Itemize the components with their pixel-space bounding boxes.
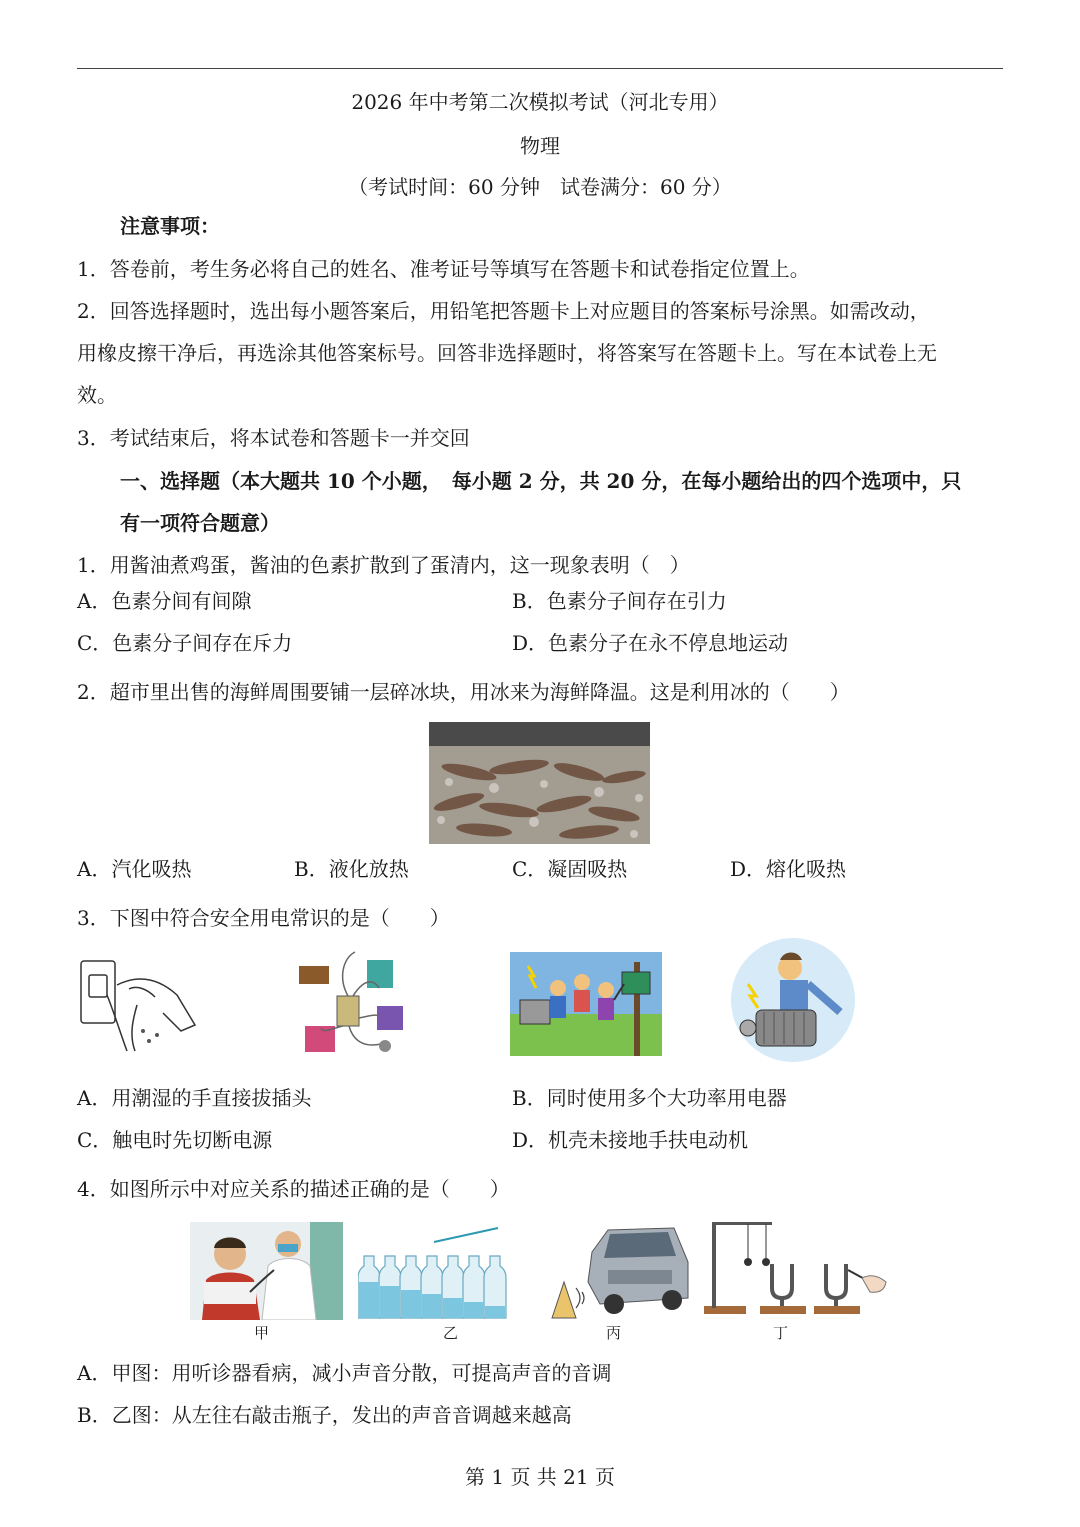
exam-title: 2026 年中考第二次模拟考试（河北专用） xyxy=(351,90,729,114)
q1-option-d: D．色素分子在永不停息地运动 xyxy=(512,631,789,655)
q4-figure-label: 乙 xyxy=(443,1324,459,1342)
q2-stem: 2．超市里出售的海鲜周围要铺一层碎冰块，用冰来为海鲜降温。这是利用冰的（ ） xyxy=(77,680,850,704)
q3-option-b: B．同时使用多个大功率用电器 xyxy=(512,1086,787,1110)
ungrounded-motor-illustration xyxy=(728,938,858,1062)
q2-option-c: C．凝固吸热 xyxy=(512,857,628,881)
q2-option-d: D．熔化吸热 xyxy=(730,857,847,881)
notice-heading: 注意事项： xyxy=(120,214,220,238)
q1-option-c: C．色素分子间存在斥力 xyxy=(77,631,293,655)
seafood-on-ice-photo xyxy=(429,722,650,844)
exam-info: （考试时间：60 分钟 试卷满分：60 分） xyxy=(348,175,732,199)
q4-figure-label: 丙 xyxy=(606,1324,622,1342)
section-heading: 一、选择题（本大题共 10 个小题， 每小题 2 分，共 20 分，在每小题给出的四个选项中，只 xyxy=(120,469,962,493)
notice-item: 3．考试结束后，将本试卷和答题卡一并交回 xyxy=(77,426,470,450)
wet-hand-unplug-illustration xyxy=(77,955,209,1055)
stethoscope-photo xyxy=(190,1222,343,1320)
notice-item: 2．回答选择题时，选出每小题答案后，用铅笔把答题卡上对应题目的答案标号涂黑。如需改动， xyxy=(77,299,930,323)
header-rule xyxy=(77,68,1003,69)
q2-option-a: A．汽化吸热 xyxy=(77,857,192,881)
page-number: 第 1 页 共 21 页 xyxy=(465,1465,615,1489)
notice-item: 1．答卷前，考生务必将自己的姓名、准考证号等填写在答题卡和试卷指定位置上。 xyxy=(77,257,810,281)
q4-figure-label: 甲 xyxy=(254,1324,270,1342)
notice-item: 用橡皮擦干净后，再选涂其他答案标号。回答非选择题时，将答案写在答题卡上。写在本试卷上无 xyxy=(77,341,937,365)
notice-item: 效。 xyxy=(77,383,117,407)
q4-figure-label: 丁 xyxy=(773,1324,789,1342)
cut-power-first-illustration xyxy=(510,952,662,1056)
q1-option-a: A．色素分间有间隙 xyxy=(77,589,252,613)
section-heading-cont: 有一项符合题意） xyxy=(120,511,280,535)
q3-option-d: D．机壳未接地手扶电动机 xyxy=(512,1128,749,1152)
q2-option-b: B．液化放热 xyxy=(294,857,409,881)
car-reversing-radar-illustration xyxy=(548,1222,692,1320)
q4-option-a: A．甲图：用听诊器看病，减小声音分散，可提高声音的音调 xyxy=(77,1361,612,1385)
q4-stem: 4．如图所示中对应关系的描述正确的是（ ） xyxy=(77,1177,510,1201)
overloaded-socket-illustration xyxy=(293,948,411,1060)
q4-option-b: B．乙图：从左往右敲击瓶子，发出的声音音调越来越高 xyxy=(77,1403,572,1427)
tuning-fork-experiment-illustration xyxy=(702,1218,890,1320)
q1-option-b: B．色素分子间存在引力 xyxy=(512,589,727,613)
q1-stem: 1．用酱油煮鸡蛋，酱油的色素扩散到了蛋清内，这一现象表明（ ） xyxy=(77,553,690,577)
water-bottles-illustration xyxy=(358,1226,526,1320)
q3-stem: 3．下图中符合安全用电常识的是（ ） xyxy=(77,906,450,930)
exam-subject: 物理 xyxy=(520,134,560,158)
q3-option-c: C．触电时先切断电源 xyxy=(77,1128,273,1152)
q3-option-a: A．用潮湿的手直接拔插头 xyxy=(77,1086,312,1110)
